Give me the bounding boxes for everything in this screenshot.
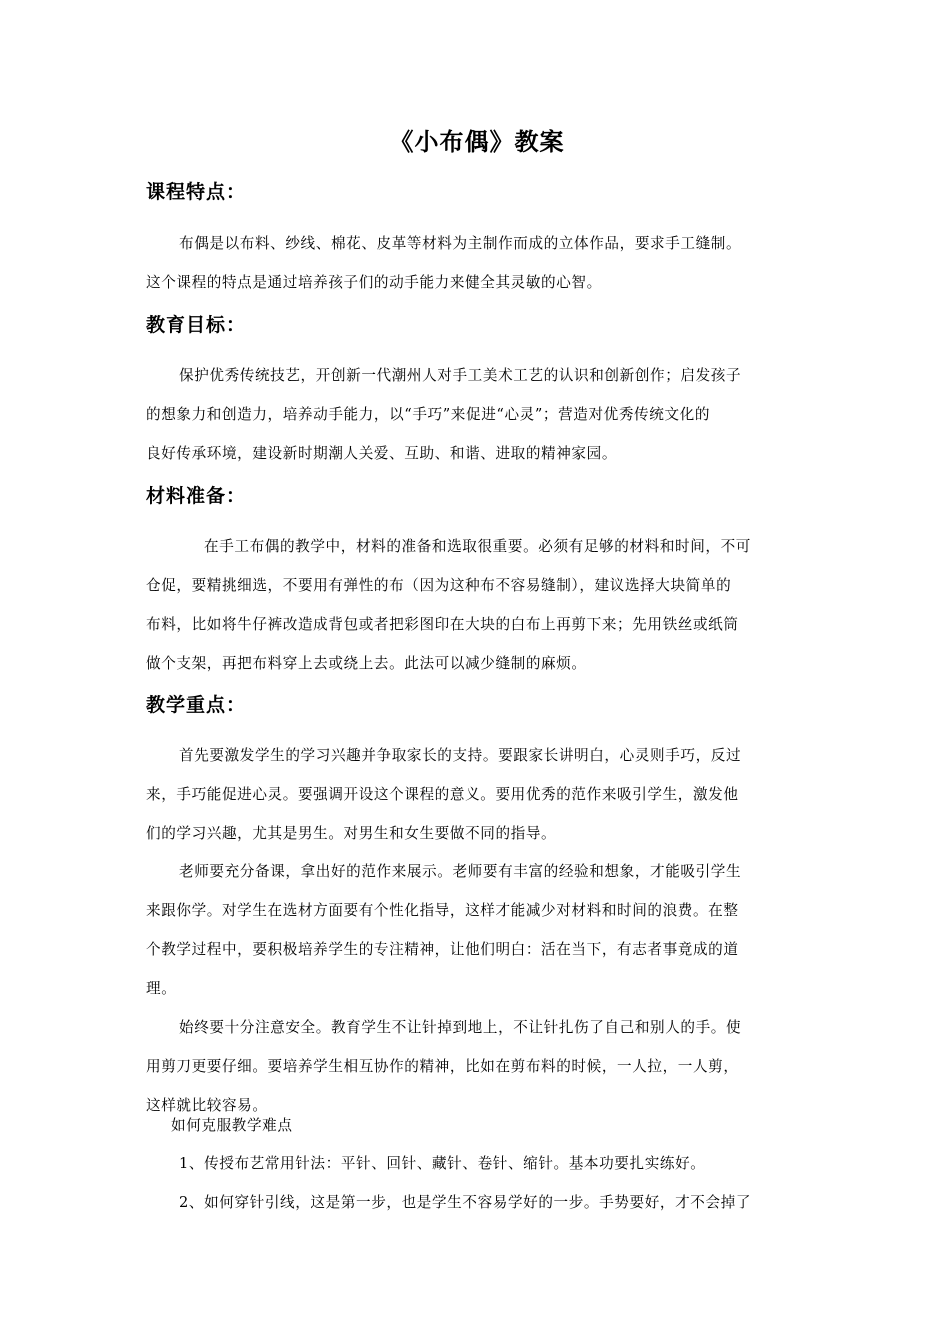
- section-heading-education-goals: 教育目标：: [146, 314, 247, 336]
- paragraph-line: 这样就比较容易。: [146, 1097, 268, 1114]
- paragraph-line: 保护优秀传统技艺，开创新一代潮州人对手工美术工艺的认识和创新创作；启发孩子: [179, 367, 742, 384]
- paragraph: [146, 356, 808, 473]
- list-item: [146, 1183, 808, 1222]
- section-heading-teaching-focus: 教学重点：: [146, 694, 247, 716]
- paragraph-line: 良好传承环境，建设新时期潮人关爱、互助、和谐、进取的精神家园。: [146, 445, 618, 462]
- paragraph-line: 来，手巧能促进心灵。要强调开设这个课程的意义。要用优秀的范作来吸引学生，激发他: [146, 786, 739, 803]
- paragraph-line: 2、如何穿针引线，这是第一步，也是学生不容易学好的一步。手势要好，才不会掉了: [179, 1194, 752, 1211]
- list-item: [146, 1144, 808, 1183]
- paragraph: [146, 736, 808, 853]
- document-title: 《小布偶》教案: [389, 128, 565, 156]
- paragraph-line: 仓促，要精挑细选，不要用有弹性的布（因为这种布不容易缝制），建议选择大块简单的: [146, 577, 732, 594]
- paragraph: [146, 527, 808, 683]
- paragraph-line: 来跟你学。对学生在选材方面要有个性化指导，这样才能减少对材料和时间的浪费。在整: [146, 902, 739, 919]
- paragraph-line: 布偶是以布料、纱线、棉花、皮革等材料为主制作而成的立体作品，要求手工缝制。: [179, 235, 742, 252]
- paragraph-line: 在手工布偶的教学中，材料的准备和选取很重要。必须有足够的材料和时间，不可: [204, 538, 751, 555]
- paragraph-line: 始终要十分注意安全。教育学生不让针掉到地上，不让针扎伤了自己和别人的手。使: [179, 1019, 742, 1036]
- paragraph-line: 理。: [146, 980, 177, 997]
- paragraph-line: 用剪刀更要仔细。要培养学生相互协作的精神，比如在剪布料的时候，一人拉，一人剪，: [146, 1058, 739, 1075]
- paragraph-line: 们的学习兴趣，尤其是男生。对男生和女生要做不同的指导。: [146, 825, 557, 842]
- paragraph-line: 老师要充分备课，拿出好的范作来展示。老师要有丰富的经验和想象，才能吸引学生: [179, 863, 742, 880]
- paragraph: [146, 852, 808, 1008]
- section-heading-course-features: 课程特点：: [146, 181, 247, 203]
- paragraph-subheading: [146, 1106, 808, 1145]
- paragraph-line: 做个支架，再把布料穿上去或绕上去。此法可以减少缝制的麻烦。: [146, 655, 587, 672]
- paragraph-line: 如何克服教学难点: [171, 1117, 293, 1134]
- paragraph-line: 个教学过程中，要积极培养学生的专注精神，让他们明白：活在当下，有志者事竟成的道: [146, 941, 739, 958]
- paragraph-line: 布料，比如将牛仔裤改造成背包或者把彩图印在大块的白布上再剪下来；先用铁丝或纸筒: [146, 616, 739, 633]
- section-heading-materials: 材料准备：: [146, 485, 247, 507]
- paragraph-line: 这个课程的特点是通过培养孩子们的动手能力来健全其灵敏的心智。: [146, 274, 602, 291]
- paragraph-line: 1、传授布艺常用针法：平针、回针、藏针、卷针、缩针。基本功要扎实练好。: [179, 1155, 706, 1172]
- paragraph-line: 首先要激发学生的学习兴趣并争取家长的支持。要跟家长讲明白，心灵则手巧，反过: [179, 747, 742, 764]
- paragraph: [146, 224, 808, 302]
- paragraph-line: 的想象力和创造力，培养动手能力，以“手巧”来促进“心灵”；营造对优秀传统文化的: [146, 406, 711, 423]
